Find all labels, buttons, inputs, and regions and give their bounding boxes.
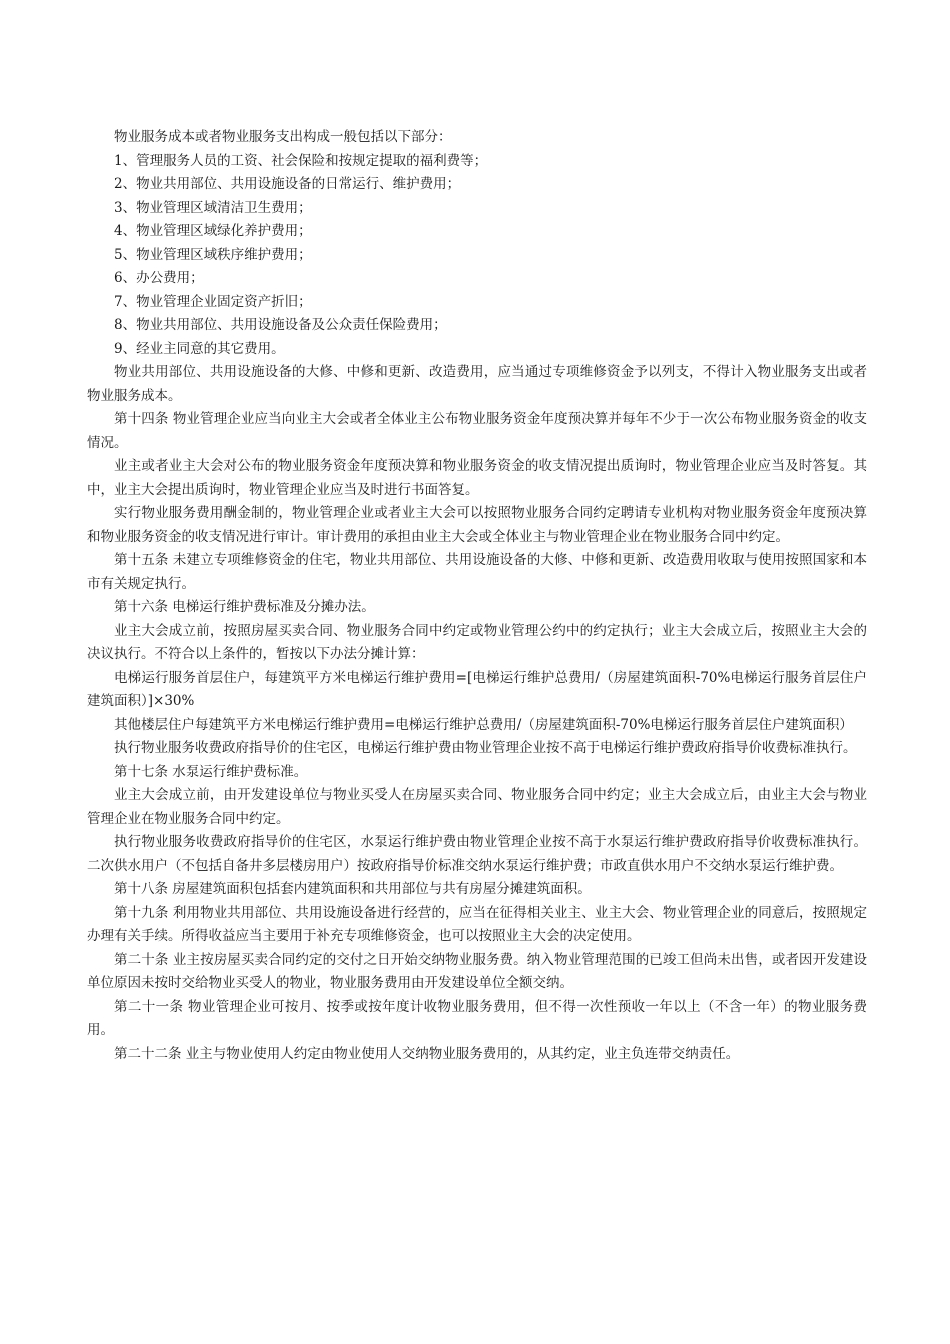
article-14: 第十四条 物业管理企业应当向业主大会或者全体业主公布物业服务资金年度预决算并每年不少于一次公布物业服务资金的收支情况。 xyxy=(87,411,867,451)
list-item: 9、经业主同意的其它费用。 xyxy=(114,340,285,357)
article-18: 第十八条 房屋建筑面积包括套内建筑面积和共用部位与共有房屋分摊建筑面积。 xyxy=(114,881,591,897)
article-20: 第二十条 业主按房屋买卖合同约定的交付之日开始交纳物业服务费。纳入物业管理范围的已竣工但尚未出售，或者因开发建设单位原因未按时交给物业买受人的物业，物业服务费用由开发建设单位全额交纳。 xyxy=(87,951,867,991)
list-item: 3、物业管理区域清洁卫生费用； xyxy=(114,199,312,216)
paragraph-elevator-formula-ground: 电梯运行服务首层住户，每建筑平方米电梯运行维护费用=[电梯运行维护总费用/（房屋建筑面积-70%电梯运行服务首层住户建筑面积）]×30% xyxy=(87,669,867,709)
article-22: 第二十二条 业主与物业使用人约定由物业使用人交纳物业服务费用的，从其约定，业主负连带交纳责任。 xyxy=(114,1045,740,1062)
list-item: 2、物业共用部位、共用设施设备的日常运行、维护费用； xyxy=(114,176,461,192)
paragraph-pump-rule: 业主大会成立前，由开发建设单位与物业买受人在房屋买卖合同、物业服务合同中约定；业主大会成立后，由业主大会与物业管理企业在物业服务合同中约定。 xyxy=(87,787,867,827)
paragraph-pump-guidance: 执行物业服务收费政府指导价的住宅区，水泵运行维护费由物业管理企业按不高于水泵运行维护费政府指导价收费标准执行。二次供水用户（不包括自备井多层楼房用户）按政府指导价标准交纳水泵运行维护费；市政直供水用户不交纳水泵运行维护费。 xyxy=(87,834,867,874)
list-item: 4、物业管理区域绿化养护费用； xyxy=(114,223,312,239)
article-21: 第二十一条 物业管理企业可按月、按季或按年度计收物业服务费用，但不得一次性预收一年以上（不含一年）的物业服务费用。 xyxy=(87,998,867,1038)
list-item: 5、物业管理区域秩序维护费用； xyxy=(114,246,312,263)
paragraph-intro: 物业服务成本或者物业服务支出构成一般包括以下部分： xyxy=(114,129,452,145)
article-15: 第十五条 未建立专项维修资金的住宅，物业共用部位、共用设施设备的大修、中修和更新、改造费用收取与使用按照国家和本市有关规定执行。 xyxy=(87,552,867,592)
article-16: 第十六条 电梯运行维护费标准及分摊办法。 xyxy=(114,599,375,615)
list-item: 8、物业共用部位、共用设施设备及公众责任保险费用； xyxy=(114,317,447,333)
paragraph-elevator-rule: 业主大会成立前，按照房屋买卖合同、物业服务合同中约定或物业管理公约中的约定执行；业主大会成立后，按照业主大会的决议执行。不符合以上条件的，暂按以下办法分摊计算： xyxy=(87,622,867,662)
document-body xyxy=(87,126,867,1066)
paragraph-elevator-formula-other: 其他楼层住户每建筑平方米电梯运行维护费用=电梯运行维护总费用/（房屋建筑面积-70%电梯运行服务首层住户建筑面积） xyxy=(114,716,853,733)
paragraph-elevator-guidance: 执行物业服务收费政府指导价的住宅区，电梯运行维护费由物业管理企业按不高于电梯运行维护费政府指导价收费标准执行。 xyxy=(114,740,857,756)
paragraph-inquiry: 业主或者业主大会对公布的物业服务资金年度预决算和物业服务资金的收支情况提出质询时，物业管理企业应当及时答复。其中，业主大会提出质询时，物业管理企业应当及时进行书面答复。 xyxy=(87,458,867,498)
list-item: 7、物业管理企业固定资产折旧； xyxy=(114,293,312,310)
paragraph-maintenance-fund: 物业共用部位、共用设施设备的大修、中修和更新、改造费用，应当通过专项维修资金予以列支，不得计入物业服务支出或者物业服务成本。 xyxy=(87,364,867,404)
paragraph-audit: 实行物业服务费用酬金制的，物业管理企业或者业主大会可以按照物业服务合同约定聘请专业机构对物业服务资金年度预决算和物业服务资金的收支情况进行审计。审计费用的承担由业主大会或全体业主与物业管理企业在物业服务合同中约定。 xyxy=(87,505,867,545)
article-17: 第十七条 水泵运行维护费标准。 xyxy=(114,763,308,780)
list-item: 6、办公费用； xyxy=(114,270,204,286)
article-19: 第十九条 利用物业共用部位、共用设施设备进行经营的，应当在征得相关业主、业主大会、物业管理企业的同意后，按照规定办理有关手续。所得收益应当主要用于补充专项维修资金，也可以按照业主大会的决定使用。 xyxy=(87,904,867,944)
list-item: 1、管理服务人员的工资、社会保险和按规定提取的福利费等； xyxy=(114,152,488,169)
